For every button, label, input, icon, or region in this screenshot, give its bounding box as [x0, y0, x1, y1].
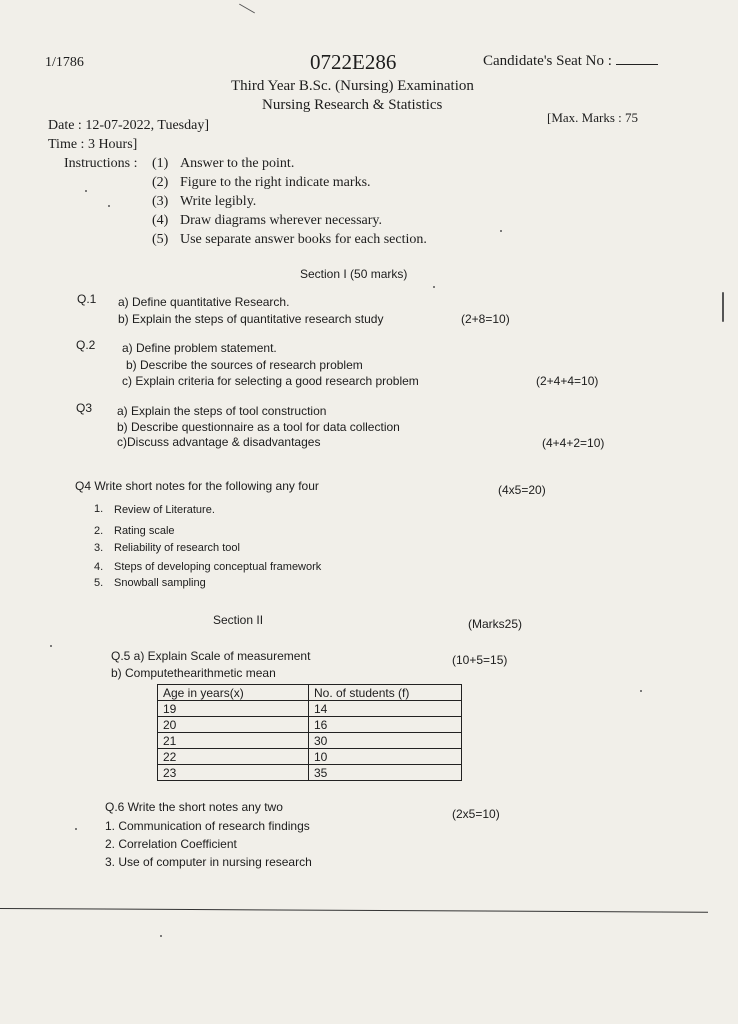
table-row — [158, 749, 462, 765]
scan-speck — [640, 690, 642, 692]
frequency-table — [157, 684, 462, 781]
paper-code: 1/1786 — [45, 55, 84, 70]
instruction-text: Use separate answer books for each section. — [180, 232, 427, 247]
exam-code: 0722E286 — [310, 50, 397, 74]
list-item: 2. Correlation Coefficient — [105, 837, 237, 851]
question-number: Q.1 — [77, 292, 97, 306]
instruction-text: Write legibly. — [180, 194, 257, 209]
table-row — [158, 717, 462, 733]
table-row — [158, 765, 462, 781]
question-part: c) Explain criteria for selecting a good research problem — [122, 374, 419, 388]
table-header-row — [158, 685, 462, 701]
table-cell: 14 — [309, 701, 462, 717]
list-item: Snowball sampling — [114, 577, 206, 589]
table-cell: 16 — [309, 717, 462, 733]
scan-mark — [239, 4, 255, 14]
question-marks: (2+4+4=10) — [536, 374, 599, 388]
seat-label: Candidate's Seat No : — [483, 53, 612, 69]
question-marks: (2x5=10) — [452, 807, 500, 821]
question-marks: (10+5=15) — [452, 653, 508, 667]
table-row — [158, 733, 462, 749]
list-item: 1. Communication of research findings — [105, 819, 310, 833]
instruction-number: (1) — [152, 156, 169, 171]
page-bottom-rule — [0, 908, 708, 913]
question-part: c)Discuss advantage & disadvantages — [117, 435, 321, 449]
table-row — [158, 701, 462, 717]
question-4-text: Q4 Write short notes for the following any four — [75, 479, 319, 493]
instruction-number: (2) — [152, 175, 169, 190]
list-item-number: 4. — [94, 561, 104, 573]
scan-speck — [75, 828, 77, 830]
table-cell: 20 — [158, 717, 309, 733]
instruction-text: Answer to the point. — [180, 156, 295, 171]
seat-number-field — [483, 53, 658, 70]
table-cell: 19 — [158, 701, 309, 717]
subject-title: Nursing Research & Statistics — [262, 97, 443, 113]
question-number: Q.2 — [76, 338, 96, 352]
question-6-text: Q.6 Write the short notes any two — [105, 800, 283, 814]
section-2-marks: (Marks25) — [468, 617, 523, 631]
table-cell: 35 — [309, 765, 462, 781]
instruction-number: (4) — [152, 213, 169, 228]
question-part: b) Explain the steps of quantitative research study — [118, 312, 384, 326]
scan-speck — [160, 935, 162, 937]
question-part: a) Explain the steps of tool construction — [117, 404, 327, 418]
table-cell: 10 — [309, 749, 462, 765]
table-cell: 30 — [309, 733, 462, 749]
list-item: Rating scale — [114, 525, 175, 537]
question-part: a) Define problem statement. — [122, 341, 277, 355]
scan-mark — [722, 292, 724, 322]
scan-speck — [108, 205, 110, 207]
table-header-cell: No. of students (f) — [309, 685, 462, 701]
scan-speck — [500, 230, 502, 232]
question-part: b) Describe questionnaire as a tool for data collection — [117, 420, 400, 434]
list-item-number: 3. — [94, 542, 104, 554]
question-5-part-a: Q.5 a) Explain Scale of measurement — [111, 649, 311, 663]
instructions-label: Instructions : — [64, 156, 138, 171]
instruction-number: (5) — [152, 232, 169, 247]
list-item-number: 2. — [94, 525, 104, 537]
max-marks: [Max. Marks : 75 — [547, 110, 638, 125]
section-2-title: Section II — [213, 613, 264, 627]
list-item: Steps of developing conceptual framework — [114, 561, 322, 573]
question-marks: (4+4+2=10) — [542, 436, 605, 450]
question-part: b) Describe the sources of research problem — [126, 358, 363, 372]
question-part: a) Define quantitative Research. — [118, 295, 290, 309]
instruction-text: Figure to the right indicate marks. — [180, 175, 371, 190]
instruction-number: (3) — [152, 194, 169, 209]
table-cell: 21 — [158, 733, 309, 749]
question-number: Q3 — [76, 401, 93, 415]
exam-date: Date : 12-07-2022, Tuesday] — [48, 118, 209, 133]
list-item-number: 1. — [94, 503, 104, 515]
list-item: Review of Literature. — [114, 504, 215, 516]
list-item-number: 5. — [94, 577, 104, 589]
scan-speck — [50, 645, 52, 647]
instruction-text: Draw diagrams wherever necessary. — [180, 213, 382, 228]
question-marks: (4x5=20) — [498, 483, 546, 497]
table-cell: 23 — [158, 765, 309, 781]
question-marks: (2+8=10) — [461, 312, 510, 326]
section-1-title: Section I (50 marks) — [300, 267, 408, 281]
table-cell: 22 — [158, 749, 309, 765]
exam-time: Time : 3 Hours] — [48, 137, 138, 152]
table-header-cell: Age in years(x) — [158, 685, 309, 701]
exam-title: Third Year B.Sc. (Nursing) Examination — [231, 78, 474, 94]
list-item: 3. Use of computer in nursing research — [105, 855, 312, 869]
scan-speck — [85, 190, 87, 192]
list-item: Reliability of research tool — [114, 542, 240, 554]
question-5-part-b: b) Computethearithmetic mean — [111, 666, 276, 680]
scan-speck — [433, 286, 435, 288]
seat-blank-line — [616, 64, 658, 65]
